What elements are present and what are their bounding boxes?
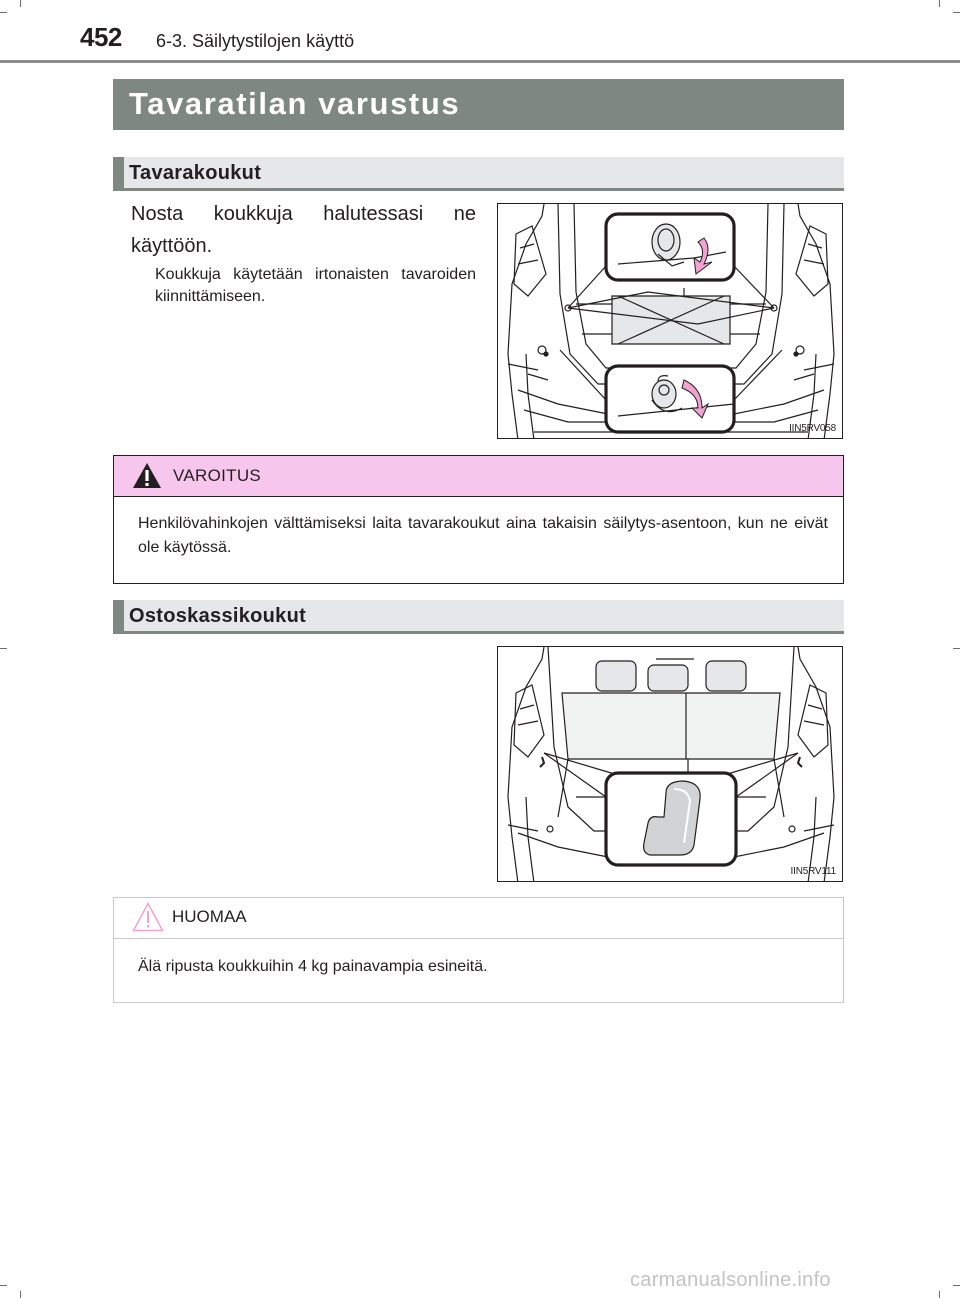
- warning-text: Henkilövahinkojen välttämiseksi laita tavarakoukut aina takaisin säilytys-asentoon, kun ne eivät ole käytössä.: [138, 515, 828, 556]
- figure-code: IIN5RV111: [790, 866, 836, 877]
- header-rule: [0, 60, 960, 63]
- crop-mark: [0, 1285, 7, 1286]
- heading-accent: [113, 157, 124, 188]
- crop-mark: [20, 0, 21, 7]
- crop-mark: [20, 1291, 21, 1298]
- page-number: 452: [80, 22, 122, 52]
- heading-accent: [113, 600, 124, 631]
- warning-header: [114, 456, 843, 497]
- caution-icon: [132, 902, 164, 932]
- warning-icon: [132, 462, 162, 489]
- section-heading-label: Tavarakoukut: [129, 162, 262, 184]
- notice-label: HUOMAA: [172, 907, 247, 926]
- note-text: Koukkuja käytetään irtonaisten tavaroiden kiinnittämiseen.: [155, 266, 476, 305]
- section-heading-shopping-bag-hooks: [113, 600, 844, 634]
- crop-mark: [939, 1291, 940, 1298]
- crop-mark: [953, 648, 960, 649]
- crop-mark: [953, 1285, 960, 1286]
- crop-mark: [953, 12, 960, 13]
- notice-box: [113, 897, 844, 1003]
- shopping-bag-hooks-drawing: [498, 647, 843, 882]
- warning-box: [113, 455, 844, 584]
- shopping-bag-hooks-illustration: [497, 646, 843, 882]
- chapter-title: 6-3. Säilytystilojen käyttö: [156, 31, 355, 51]
- section-heading-cargo-hooks: [113, 157, 844, 191]
- page-title: Tavaratilan varustus: [129, 86, 461, 121]
- figure-code: IIN5RV058: [789, 423, 836, 434]
- watermark-logo: carmanualsonline.info: [630, 1269, 831, 1291]
- crop-mark: [0, 648, 7, 649]
- notice-header: [114, 898, 843, 939]
- crop-mark: [0, 12, 7, 13]
- cargo-hooks-illustration: [497, 203, 843, 439]
- notice-text: Älä ripusta koukkuihin 4 kg painavampia esineitä.: [138, 958, 488, 975]
- main-title-bar: [113, 79, 844, 130]
- cargo-hooks-drawing: [498, 204, 843, 439]
- warning-label: VAROITUS: [173, 466, 262, 485]
- crop-mark: [939, 0, 940, 7]
- instruction-text: Nosta koukkuja halutessasi ne käyttöön.: [131, 203, 476, 257]
- section-heading-label: Ostoskassikoukut: [129, 605, 307, 627]
